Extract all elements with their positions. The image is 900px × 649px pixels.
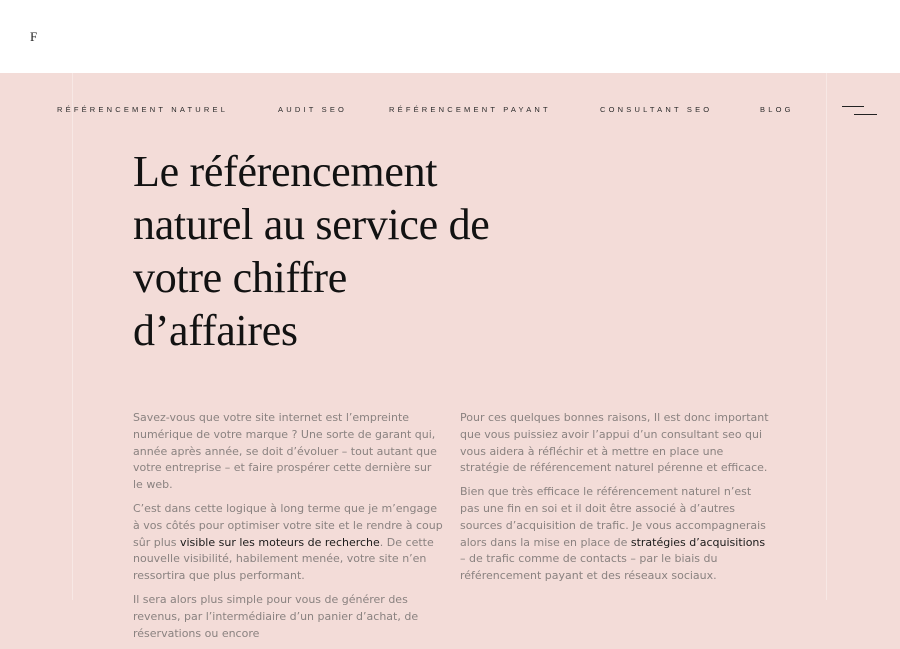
site-logo[interactable]: F <box>30 29 37 44</box>
paragraph: Savez-vous que votre site internet est l’empreinte numérique de votre marque ? Une sorte de garant qui, année après année, se doit d’évoluer – tout autant que votre entreprise – et faire prospérer cette dernière sur le web. <box>133 411 437 492</box>
page-title-line: naturel au service de <box>133 200 490 249</box>
nav-item-consultant-seo[interactable]: CONSULTANT SEO <box>600 105 713 114</box>
nav-item-referencement-payant[interactable]: RÉFÉRENCEMENT PAYANT <box>389 105 551 114</box>
seo-visibility-link[interactable]: visible sur les moteurs de recherche <box>179 535 380 549</box>
paragraph: Pour ces quelques bonnes raisons, Il est donc important que vous puissiez avoir l’appui d’un consultant seo qui vous aidera à réfléchir et à mettre en place une stratégie de référencement naturel pérenne et efficace. <box>460 411 769 475</box>
layout-guide-line <box>72 73 73 600</box>
layout-guide-line <box>826 73 827 600</box>
page-title-line: votre chiffre <box>133 253 347 302</box>
page-title <box>133 145 553 357</box>
nav-item-blog[interactable]: BLOG <box>760 105 794 114</box>
content-column-right <box>460 410 770 592</box>
page-title-line: Le référencement <box>133 147 438 196</box>
content-column-left <box>133 410 443 649</box>
acquisition-strategies-link[interactable]: stratégies d’acquisitions <box>630 535 766 549</box>
page-title-line: d’affaires <box>133 306 298 355</box>
nav-item-referencement-naturel[interactable]: RÉFÉRENCEMENT NATUREL <box>57 105 229 114</box>
paragraph: C’est dans cette logique à long terme que je m’engage à vos côtés pour optimiser votre site et le rendre à coup sûr plus visible sur les moteurs de recherche. De cette nouvelle visibilité, habilement menée, votre site n’en ressortira que plus performant. <box>133 501 443 583</box>
main-navigation <box>0 73 900 148</box>
nav-item-audit-seo[interactable]: AUDIT SEO <box>278 105 348 114</box>
hamburger-menu-icon[interactable] <box>842 105 878 117</box>
paragraph: Bien que très efficace le référencement naturel n’est pas une fin en soi et il doit être associé à d’autres sources d’acquisition de trafic. Je vous accompagnerais alors dans la mise en place de stratégies d’acquisitions – de trafic comme de contacts – par le biais du référencement payant et des réseaux sociaux. <box>460 485 766 583</box>
site-header <box>0 0 900 73</box>
paragraph: Il sera alors plus simple pour vous de générer des revenus, par l’intermédiaire d’un panier d’achat, de réservations ou encore <box>133 592 419 640</box>
